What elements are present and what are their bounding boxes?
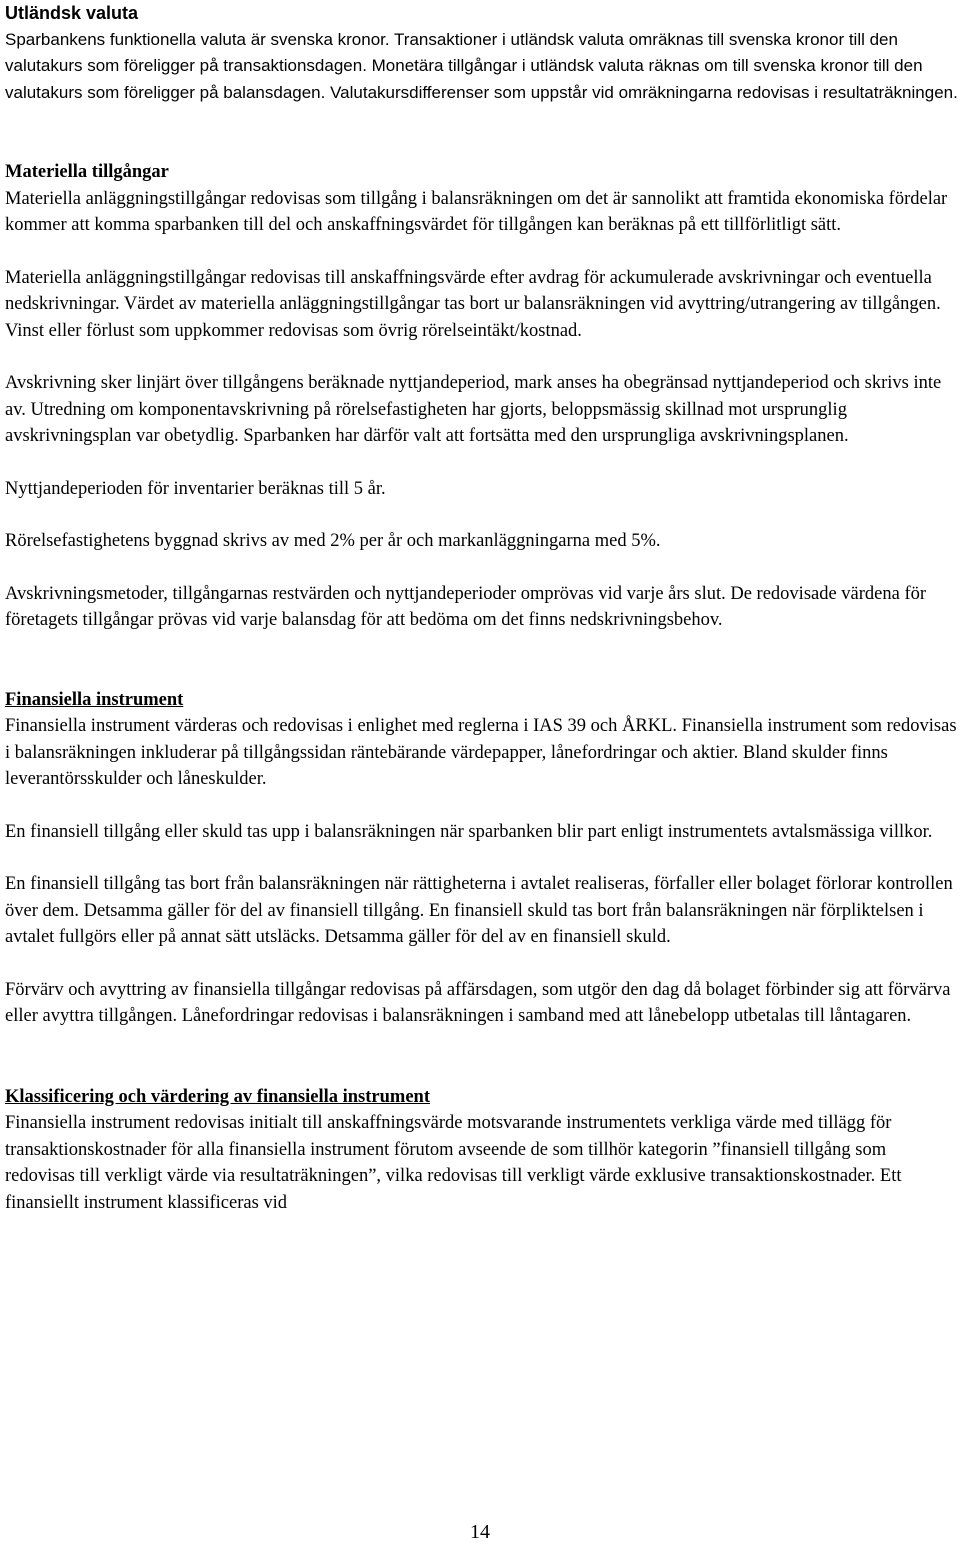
section-heading: Finansiella instrument [5, 689, 184, 710]
section-heading: Utländsk valuta [5, 3, 139, 23]
paragraph: Finansiella instrument värderas och redovisas i enlighet med reglerna i IAS 39 och ÅRKL. Finansiella instrument som redovisas i balansräkningen inkluderar på tillgångssidan räntebärande värdepapper, lånefordringar och aktier. Bland skulder finns leverantörsskulder och låneskulder. [5, 716, 957, 789]
section-financial-instruments [5, 687, 960, 1030]
section-foreign-currency [5, 0, 960, 106]
paragraph: Avskrivningsmetoder, tillgångarnas restvärden och nyttjandeperioder omprövas vid varje års slut. De redovisade värdena för företagets tillgångar prövas vid varje balansdag för att bedöma om det finns nedskrivningsbehov. [5, 583, 927, 630]
paragraph: Materiella anläggningstillgångar redovisas som tillgång i balansräkningen om det är sannolikt att framtida ekonomiska fördelar kommer att komma sparbanken till del och anskaffningsvärdet för tillgången kan beräknas på ett tillförlitligt sätt. [5, 188, 948, 235]
paragraph: Förvärv och avyttring av finansiella tillgångar redovisas på affärsdagen, som utgör den dag då bolaget förbinder sig att förvärva eller avyttra tillgången. Lånefordringar redovisas i balansräkningen i samband med att lånebelopp utbetalas till låntagaren. [5, 979, 951, 1026]
section-classification [5, 1084, 960, 1217]
paragraph: En finansiell tillgång eller skuld tas upp i balansräkningen när sparbanken blir part enligt instrumentets avtalsmässiga villkor. [5, 821, 933, 842]
paragraph: Avskrivning sker linjärt över tillgångens beräknade nyttjandeperiod, mark anses ha obegränsad nyttjandeperiod och skrivs inte av. Utredning om komponentavskrivning på rörelsefastigheten har gjorts, beloppsmässig skillnad mot ursprunglig avskrivningsplan var obetydlig. Sparbanken har därför valt att fortsätta med den ursprungliga avskrivningsplanen. [5, 373, 942, 446]
section-tangible-assets [5, 159, 960, 634]
paragraph: Materiella anläggningstillgångar redovisas till anskaffningsvärde efter avdrag för ackumulerade avskrivningar och eventuella nedskrivningar. Värdet av materiella anläggningstillgångar tas bort ur balansräkningen vid avyttring/utrangering av tillgången. Vinst eller förlust som uppkommer redovisas som övrig rörelseintäkt/kostnad. [5, 267, 941, 341]
paragraph: En finansiell tillgång tas bort från balansräkningen när rättigheterna i avtalet realiseras, förfaller eller bolaget förlorar kontrollen över dem. Detsamma gäller för del av finansiell tillgång. En finansiell skuld tas bort från balansräkningen när förpliktelsen i avtalet fullgörs eller på annat sätt utsläcks. Detsamma gäller för del av en finansiell skuld. [5, 874, 953, 947]
document-page [5, 0, 960, 1216]
paragraph: Nyttjandeperioden för inventarier beräknas till 5 år. [5, 478, 386, 499]
paragraph: Sparbankens funktionella valuta är svenska kronor. Transaktioner i utländsk valuta omräknas till svenska kronor till den valutakurs som föreligger på transaktionsdagen. Monetära tillgångar i utländsk valuta räknas om till svenska kronor till den valutakurs som föreligger på balansdagen. Valutakursdifferenser som uppstår vid omräkningarna redovisas i resultaträkningen. [5, 29, 958, 102]
paragraph: Finansiella instrument redovisas initialt till anskaffningsvärde motsvarande instrumentets verkliga värde med tillägg för transaktionskostnader för alla finansiella instrument förutom avseende de som tillhör kategorin ”finansiell tillgång som redovisas till verkligt värde via resultaträkningen”, vilka redovisas till verkligt värde exklusive transaktionskostnader. Ett finansiellt instrument klassificeras vid [5, 1113, 902, 1213]
paragraph: Rörelsefastighetens byggnad skrivs av med 2% per år och markanläggningarna med 5%. [5, 531, 661, 551]
section-heading: Materiella tillgångar [5, 162, 169, 182]
section-heading: Klassificering och värdering av finansiella instrument [5, 1086, 430, 1107]
page-number: 14 [470, 1521, 490, 1543]
